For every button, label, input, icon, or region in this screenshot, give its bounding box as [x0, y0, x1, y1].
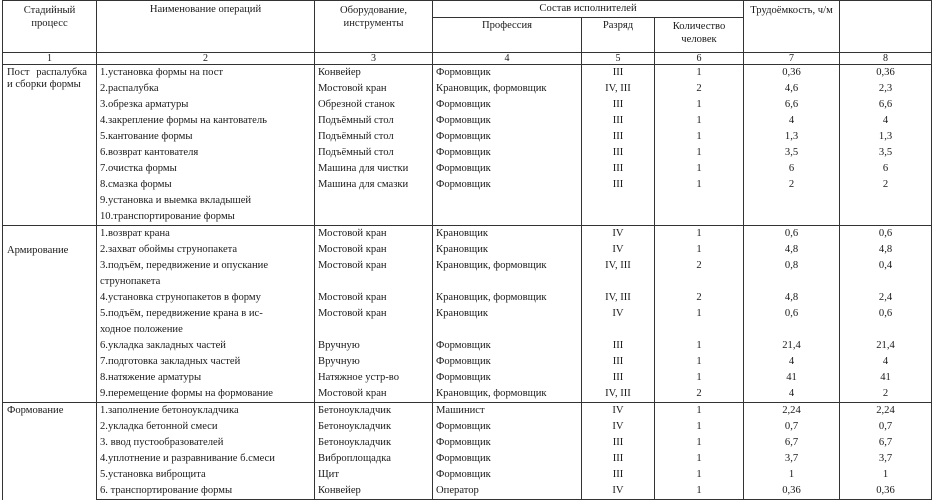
table-row: [3, 435, 932, 451]
header-stage: Стадийный процесс: [3, 1, 97, 53]
rank-cell: III: [582, 451, 655, 467]
column-number: 7: [744, 53, 840, 65]
operation-cell: 4.установка струнопакетов в форму: [97, 290, 315, 306]
operation-cell: 4.уплотнение и разравнивание б.смеси: [97, 451, 315, 467]
rank-cell: [582, 193, 655, 209]
profession-cell: Крановщик: [433, 306, 582, 322]
labor-per-person-cell: 1,3: [840, 129, 932, 145]
labor-per-person-cell: 1: [840, 467, 932, 483]
profession-cell: [433, 274, 582, 290]
labor-cell: 1: [744, 467, 840, 483]
table-row: [3, 290, 932, 306]
labor-cell: 41: [744, 370, 840, 386]
rank-cell: IV: [582, 419, 655, 435]
equipment-cell: Щит: [315, 467, 433, 483]
count-cell: 1: [655, 403, 744, 420]
labor-cell: 4: [744, 113, 840, 129]
labor-per-person-cell: 4,8: [840, 242, 932, 258]
count-cell: 1: [655, 338, 744, 354]
equipment-cell: Мостовой кран: [315, 258, 433, 274]
table-row: [3, 65, 932, 82]
equipment-cell: Бетоноукладчик: [315, 403, 433, 420]
operation-cell: 1.установка формы на пост: [97, 65, 315, 82]
table-row: [3, 338, 932, 354]
count-cell: 1: [655, 242, 744, 258]
table-row: [3, 403, 932, 420]
count-cell: [655, 274, 744, 290]
equipment-cell: Мостовой кран: [315, 290, 433, 306]
count-cell: 1: [655, 467, 744, 483]
labor-cell: 0,8: [744, 258, 840, 274]
stage-cell: [3, 226, 97, 403]
labor-per-person-cell: 6,6: [840, 97, 932, 113]
equipment-cell: Вручную: [315, 354, 433, 370]
profession-cell: Формовщик: [433, 338, 582, 354]
rank-cell: IV: [582, 226, 655, 243]
rank-cell: [582, 209, 655, 226]
profession-cell: [433, 209, 582, 226]
profession-cell: Крановщик, формовщик: [433, 258, 582, 274]
labor-per-person-cell: 0,4: [840, 258, 932, 274]
labor-cell: 1,3: [744, 129, 840, 145]
labor-cell: 2: [744, 177, 840, 193]
labor-cell: 0,36: [744, 483, 840, 500]
operation-cell: 3.подъём, передвижение и опускание: [97, 258, 315, 274]
count-cell: 2: [655, 290, 744, 306]
operation-cell: 5.установка виброщита: [97, 467, 315, 483]
table-row: [3, 97, 932, 113]
column-number: 3: [315, 53, 433, 65]
profession-cell: Формовщик: [433, 451, 582, 467]
equipment-cell: Мостовой кран: [315, 306, 433, 322]
rank-cell: IV: [582, 403, 655, 420]
header-equipment: Оборудование, инструменты: [315, 1, 433, 53]
labor-per-person-cell: 2,4: [840, 290, 932, 306]
count-cell: 1: [655, 370, 744, 386]
count-cell: [655, 209, 744, 226]
operation-cell: ходное положение: [97, 322, 315, 338]
profession-cell: Формовщик: [433, 467, 582, 483]
table-row: [3, 113, 932, 129]
stage-cell: [3, 65, 97, 226]
table-row: [3, 177, 932, 193]
stage-cell: [3, 403, 97, 500]
labor-per-person-cell: 4: [840, 113, 932, 129]
labor-per-person-cell: [840, 322, 932, 338]
rank-cell: [582, 322, 655, 338]
count-cell: 1: [655, 419, 744, 435]
rank-cell: IV, III: [582, 81, 655, 97]
operation-cell: 10.транспортирование формы: [97, 209, 315, 226]
profession-cell: [433, 322, 582, 338]
profession-cell: Оператор: [433, 483, 582, 500]
table-row: [3, 386, 932, 403]
labor-per-person-cell: 4: [840, 354, 932, 370]
labor-per-person-cell: 2,3: [840, 81, 932, 97]
stage-label: Формование: [7, 405, 64, 416]
header-labor: Трудоёмкость, ч/м: [744, 1, 840, 53]
labor-per-person-cell: 0,7: [840, 419, 932, 435]
operation-cell: 2.захват обоймы струнопакета: [97, 242, 315, 258]
rank-cell: III: [582, 145, 655, 161]
equipment-cell: Конвейер: [315, 65, 433, 82]
rank-cell: IV: [582, 483, 655, 500]
count-cell: 1: [655, 97, 744, 113]
table-row: [3, 322, 932, 338]
labor-cell: 0,6: [744, 226, 840, 243]
equipment-cell: Мостовой кран: [315, 386, 433, 403]
table-row: [3, 242, 932, 258]
profession-cell: Формовщик: [433, 354, 582, 370]
labor-per-person-cell: 6,7: [840, 435, 932, 451]
operation-cell: 8.натяжение арматуры: [97, 370, 315, 386]
table-row: [3, 451, 932, 467]
labor-per-person-cell: 0,6: [840, 306, 932, 322]
operation-cell: 5.подъём, передвижение крана в ис-: [97, 306, 315, 322]
rank-cell: [582, 274, 655, 290]
table-row: [3, 306, 932, 322]
equipment-cell: Натяжное устр-во: [315, 370, 433, 386]
column-number: 1: [3, 53, 97, 65]
stage-label: Армирование: [7, 245, 69, 256]
equipment-cell: Мостовой кран: [315, 226, 433, 243]
equipment-cell: Мостовой кран: [315, 81, 433, 97]
profession-cell: Крановщик, формовщик: [433, 386, 582, 403]
operation-cell: 6. транспортирование формы: [97, 483, 315, 500]
operation-cell: струнопакета: [97, 274, 315, 290]
operation-cell: 3.обрезка арматуры: [97, 97, 315, 113]
equipment-cell: Подъёмный стол: [315, 129, 433, 145]
equipment-cell: Вручную: [315, 338, 433, 354]
count-cell: 1: [655, 129, 744, 145]
profession-cell: Формовщик: [433, 370, 582, 386]
labor-per-person-cell: 0,36: [840, 65, 932, 82]
table-row: [3, 354, 932, 370]
count-cell: 2: [655, 386, 744, 403]
labor-cell: 0,6: [744, 306, 840, 322]
count-cell: 1: [655, 306, 744, 322]
rank-cell: IV, III: [582, 386, 655, 403]
labor-per-person-cell: 2: [840, 177, 932, 193]
table-row: [3, 193, 932, 209]
table-row: [3, 226, 932, 243]
rank-cell: III: [582, 113, 655, 129]
count-cell: 1: [655, 145, 744, 161]
operation-cell: 4.закрепление формы на кантователь: [97, 113, 315, 129]
rank-cell: III: [582, 354, 655, 370]
rank-cell: III: [582, 65, 655, 82]
count-cell: 1: [655, 354, 744, 370]
labor-per-person-cell: [840, 193, 932, 209]
header-operation: Наименование операций: [97, 1, 315, 53]
header-staff: Состав исполнителей: [433, 1, 744, 18]
rank-cell: III: [582, 97, 655, 113]
table-row: [3, 129, 932, 145]
rank-cell: III: [582, 338, 655, 354]
profession-cell: Крановщик: [433, 242, 582, 258]
operation-cell: 9.установка и выемка вкладышей: [97, 193, 315, 209]
labor-cell: 21,4: [744, 338, 840, 354]
equipment-cell: Машина для смазки: [315, 177, 433, 193]
count-cell: [655, 193, 744, 209]
equipment-cell: [315, 193, 433, 209]
count-cell: 1: [655, 113, 744, 129]
rank-cell: IV: [582, 306, 655, 322]
table-row: [3, 419, 932, 435]
labor-per-person-cell: 0,36: [840, 483, 932, 500]
header-profession: Профессия: [433, 17, 582, 52]
profession-cell: Формовщик: [433, 129, 582, 145]
equipment-cell: Подъёмный стол: [315, 145, 433, 161]
labor-per-person-cell: 3,7: [840, 451, 932, 467]
rank-cell: III: [582, 177, 655, 193]
operation-cell: 3. ввод пустообразователей: [97, 435, 315, 451]
operation-cell: 8.смазка формы: [97, 177, 315, 193]
operation-cell: 5.кантование формы: [97, 129, 315, 145]
profession-cell: Крановщик, формовщик: [433, 290, 582, 306]
labor-cell: 3,7: [744, 451, 840, 467]
profession-cell: Формовщик: [433, 435, 582, 451]
labor-cell: 4,8: [744, 290, 840, 306]
rank-cell: III: [582, 370, 655, 386]
labor-per-person-cell: 3,5: [840, 145, 932, 161]
labor-cell: 4,8: [744, 242, 840, 258]
equipment-cell: Мостовой кран: [315, 242, 433, 258]
profession-cell: Формовщик: [433, 419, 582, 435]
count-cell: 2: [655, 81, 744, 97]
header-count: Количество человек: [655, 17, 744, 52]
table-row: [3, 209, 932, 226]
labor-cell: 3,5: [744, 145, 840, 161]
labor-per-person-cell: 6: [840, 161, 932, 177]
labor-cell: [744, 193, 840, 209]
operation-cell: 2.укладка бетонной смеси: [97, 419, 315, 435]
count-cell: 2: [655, 258, 744, 274]
profession-cell: Формовщик: [433, 177, 582, 193]
table-row: [3, 483, 932, 500]
labor-per-person-cell: [840, 274, 932, 290]
count-cell: 1: [655, 65, 744, 82]
table-row: [3, 161, 932, 177]
equipment-cell: Подъёмный стол: [315, 113, 433, 129]
profession-cell: [433, 193, 582, 209]
equipment-cell: Бетоноукладчик: [315, 419, 433, 435]
labor-per-person-cell: 2,24: [840, 403, 932, 420]
profession-cell: Формовщик: [433, 145, 582, 161]
table-row: [3, 81, 932, 97]
equipment-cell: [315, 274, 433, 290]
rank-cell: III: [582, 129, 655, 145]
labor-cell: [744, 209, 840, 226]
column-number: 4: [433, 53, 582, 65]
count-cell: 1: [655, 483, 744, 500]
column-number: 6: [655, 53, 744, 65]
equipment-cell: Машина для чистки: [315, 161, 433, 177]
profession-cell: Крановщик: [433, 226, 582, 243]
labor-cell: 6: [744, 161, 840, 177]
column-number: 5: [582, 53, 655, 65]
labor-cell: [744, 322, 840, 338]
operation-cell: 7.подготовка закладных частей: [97, 354, 315, 370]
equipment-cell: Виброплощадка: [315, 451, 433, 467]
count-cell: 1: [655, 451, 744, 467]
labor-per-person-cell: 0,6: [840, 226, 932, 243]
equipment-cell: Бетоноукладчик: [315, 435, 433, 451]
table-row: [3, 274, 932, 290]
labor-cell: 0,7: [744, 419, 840, 435]
operation-cell: 7.очистка формы: [97, 161, 315, 177]
column-number: 2: [97, 53, 315, 65]
profession-cell: Крановщик, формовщик: [433, 81, 582, 97]
labor-per-person-cell: 2: [840, 386, 932, 403]
rank-cell: IV, III: [582, 290, 655, 306]
operation-cell: 1.заполнение бетоноукладчика: [97, 403, 315, 420]
rank-cell: III: [582, 467, 655, 483]
operation-cell: 6.возврат кантователя: [97, 145, 315, 161]
operation-cell: 9.перемещение формы на формование: [97, 386, 315, 403]
profession-cell: Формовщик: [433, 161, 582, 177]
stage-label: Пост распалубка и сборки формы: [7, 67, 87, 91]
table-row: [3, 467, 932, 483]
header-row-top: [3, 1, 932, 18]
table-row: [3, 258, 932, 274]
labor-cell: 4,6: [744, 81, 840, 97]
labor-cell: 2,24: [744, 403, 840, 420]
column-numbers-row: [3, 53, 932, 65]
rank-cell: III: [582, 435, 655, 451]
rank-cell: IV, III: [582, 258, 655, 274]
labor-cell: 0,36: [744, 65, 840, 82]
labor-per-person-cell: 21,4: [840, 338, 932, 354]
labor-cell: 6,7: [744, 435, 840, 451]
table-row: [3, 145, 932, 161]
labor-per-person-cell: 41: [840, 370, 932, 386]
count-cell: 1: [655, 161, 744, 177]
operation-cell: 2.распалубка: [97, 81, 315, 97]
count-cell: 1: [655, 435, 744, 451]
operation-cell: 1.возврат крана: [97, 226, 315, 243]
table-row: [3, 370, 932, 386]
equipment-cell: [315, 322, 433, 338]
profession-cell: Машинист: [433, 403, 582, 420]
labor-cell: [744, 274, 840, 290]
profession-cell: Формовщик: [433, 65, 582, 82]
rank-cell: III: [582, 161, 655, 177]
profession-cell: Формовщик: [433, 113, 582, 129]
count-cell: 1: [655, 177, 744, 193]
operations-table: [2, 0, 932, 500]
count-cell: 1: [655, 226, 744, 243]
profession-cell: Формовщик: [433, 97, 582, 113]
equipment-cell: [315, 209, 433, 226]
rank-cell: IV: [582, 242, 655, 258]
equipment-cell: Конвейер: [315, 483, 433, 500]
count-cell: [655, 322, 744, 338]
equipment-cell: Обрезной станок: [315, 97, 433, 113]
labor-per-person-cell: [840, 209, 932, 226]
header-rank: Разряд: [582, 17, 655, 52]
column-number: 8: [840, 53, 932, 65]
operation-cell: 6.укладка закладных частей: [97, 338, 315, 354]
labor-cell: 4: [744, 354, 840, 370]
header-col8: [840, 1, 932, 53]
labor-cell: 4: [744, 386, 840, 403]
labor-cell: 6,6: [744, 97, 840, 113]
